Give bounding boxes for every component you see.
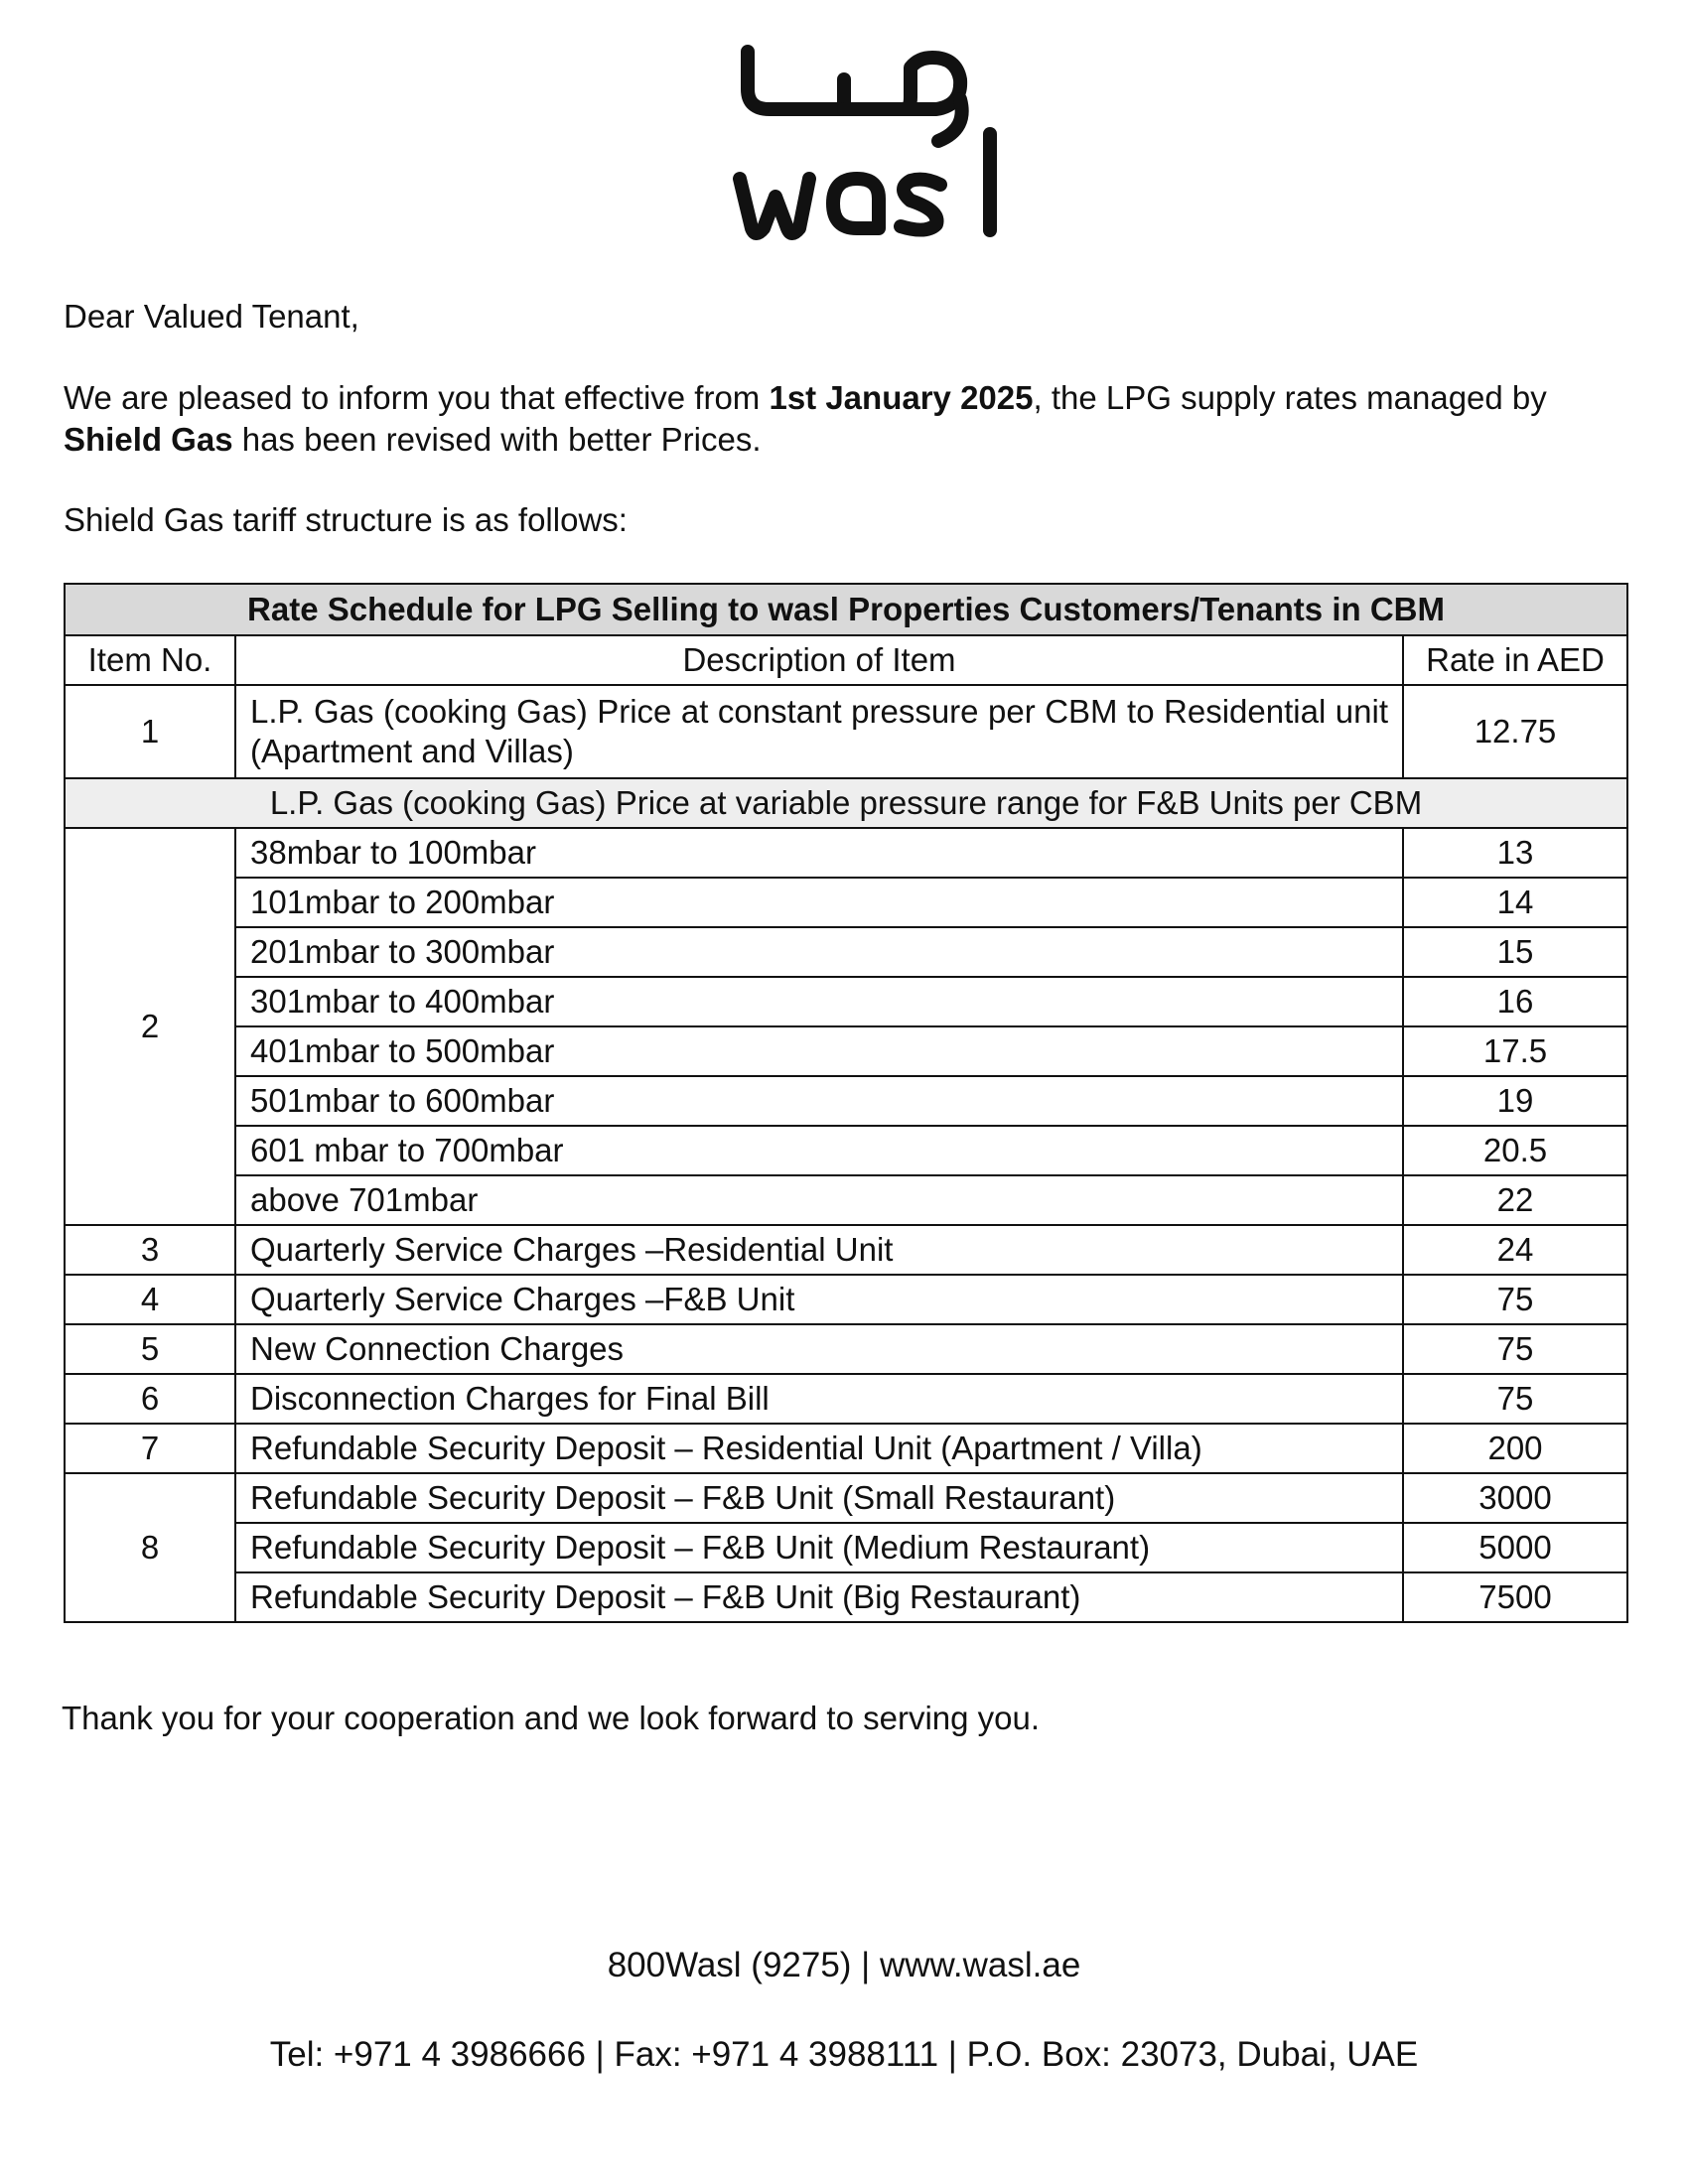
tariff-intro: Shield Gas tariff structure is as follows:	[64, 501, 628, 538]
item-description: Refundable Security Deposit – F&B Unit (Small Restaurant)	[235, 1473, 1403, 1523]
table-row	[65, 1473, 1627, 1523]
item-rate: 17.5	[1403, 1026, 1627, 1076]
table-subheading: L.P. Gas (cooking Gas) Price at variable pressure range for F&B Units per CBM	[65, 778, 1627, 828]
item-rate: 16	[1403, 977, 1627, 1026]
table-row	[65, 1324, 1627, 1374]
item-number: 5	[65, 1324, 235, 1374]
item-description: 201mbar to 300mbar	[235, 927, 1403, 977]
item-rate: 14	[1403, 878, 1627, 927]
table-row	[65, 977, 1627, 1026]
item-description: 301mbar to 400mbar	[235, 977, 1403, 1026]
item-description: Refundable Security Deposit – F&B Unit (Medium Restaurant)	[235, 1523, 1403, 1572]
footer-contact-line: 800Wasl (9275) | www.wasl.ae	[607, 1946, 1081, 1984]
item-rate: 20.5	[1403, 1126, 1627, 1175]
item-description: New Connection Charges	[235, 1324, 1403, 1374]
table-row	[65, 927, 1627, 977]
table-title-row	[65, 584, 1627, 635]
table-row	[65, 878, 1627, 927]
table-row	[65, 1275, 1627, 1324]
item-description: 401mbar to 500mbar	[235, 1026, 1403, 1076]
greeting: Dear Valued Tenant,	[64, 298, 359, 335]
header-item-no: Item No.	[65, 635, 235, 685]
item-description: above 701mbar	[235, 1175, 1403, 1225]
item-description: 101mbar to 200mbar	[235, 878, 1403, 927]
item-rate: 5000	[1403, 1523, 1627, 1572]
item-description: Quarterly Service Charges –F&B Unit	[235, 1275, 1403, 1324]
item-description: Disconnection Charges for Final Bill	[235, 1374, 1403, 1424]
table-row	[65, 1572, 1627, 1622]
intro-text-3: has been revised with better Prices.	[232, 421, 762, 458]
wasl-logo-mark	[730, 30, 1008, 243]
item-rate: 19	[1403, 1076, 1627, 1126]
item-number: 2	[65, 828, 235, 1225]
header-description: Description of Item	[235, 635, 1403, 685]
item-rate: 75	[1403, 1275, 1627, 1324]
item-description: Quarterly Service Charges –Residential Unit	[235, 1225, 1403, 1275]
item-description: Refundable Security Deposit – Residential Unit (Apartment / Villa)	[235, 1424, 1403, 1473]
table-header-row	[65, 635, 1627, 685]
item-rate: 200	[1403, 1424, 1627, 1473]
table-row	[65, 1523, 1627, 1572]
table-row	[65, 1374, 1627, 1424]
item-number: 6	[65, 1374, 235, 1424]
rate-schedule-table	[64, 583, 1628, 1623]
header-rate: Rate in AED	[1403, 635, 1627, 685]
wasl-logo	[730, 30, 1008, 243]
table-row	[65, 1126, 1627, 1175]
item-rate: 75	[1403, 1374, 1627, 1424]
table-row	[65, 1424, 1627, 1473]
item-rate: 15	[1403, 927, 1627, 977]
item-description: 38mbar to 100mbar	[235, 828, 1403, 878]
table-row	[65, 685, 1627, 778]
item-rate: 22	[1403, 1175, 1627, 1225]
item-number: 3	[65, 1225, 235, 1275]
item-rate: 7500	[1403, 1572, 1627, 1622]
table-title: Rate Schedule for LPG Selling to wasl Properties Customers/Tenants in CBM	[65, 584, 1627, 635]
item-number: 4	[65, 1275, 235, 1324]
table-row	[65, 1225, 1627, 1275]
effective-date: 1st January 2025	[769, 379, 1034, 416]
table-row	[65, 1076, 1627, 1126]
closing-line: Thank you for your cooperation and we look forward to serving you.	[62, 1700, 1041, 1736]
footer-address-line: Tel: +971 4 3986666 | Fax: +971 4 3988111 | P.O. Box: 23073, Dubai, UAE	[269, 2035, 1419, 2074]
table-subheading-row	[65, 778, 1627, 828]
table-row	[65, 828, 1627, 878]
item-description: 601 mbar to 700mbar	[235, 1126, 1403, 1175]
item-rate: 3000	[1403, 1473, 1627, 1523]
company-name: Shield Gas	[64, 421, 233, 458]
intro-paragraph	[64, 377, 1613, 461]
item-number: 8	[65, 1473, 235, 1622]
intro-text-1: We are pleased to inform you that effective from	[64, 379, 770, 416]
item-description: 501mbar to 600mbar	[235, 1076, 1403, 1126]
item-number: 1	[65, 685, 235, 778]
item-rate: 24	[1403, 1225, 1627, 1275]
item-description: L.P. Gas (cooking Gas) Price at constant pressure per CBM to Residential unit (Apartment and Villas)	[235, 685, 1403, 778]
table-row	[65, 1175, 1627, 1225]
table-row	[65, 1026, 1627, 1076]
item-number: 7	[65, 1424, 235, 1473]
item-rate: 75	[1403, 1324, 1627, 1374]
item-rate: 12.75	[1403, 685, 1627, 778]
item-description: Refundable Security Deposit – F&B Unit (Big Restaurant)	[235, 1572, 1403, 1622]
item-rate: 13	[1403, 828, 1627, 878]
intro-text-2: , the LPG supply rates managed by	[1033, 379, 1547, 416]
